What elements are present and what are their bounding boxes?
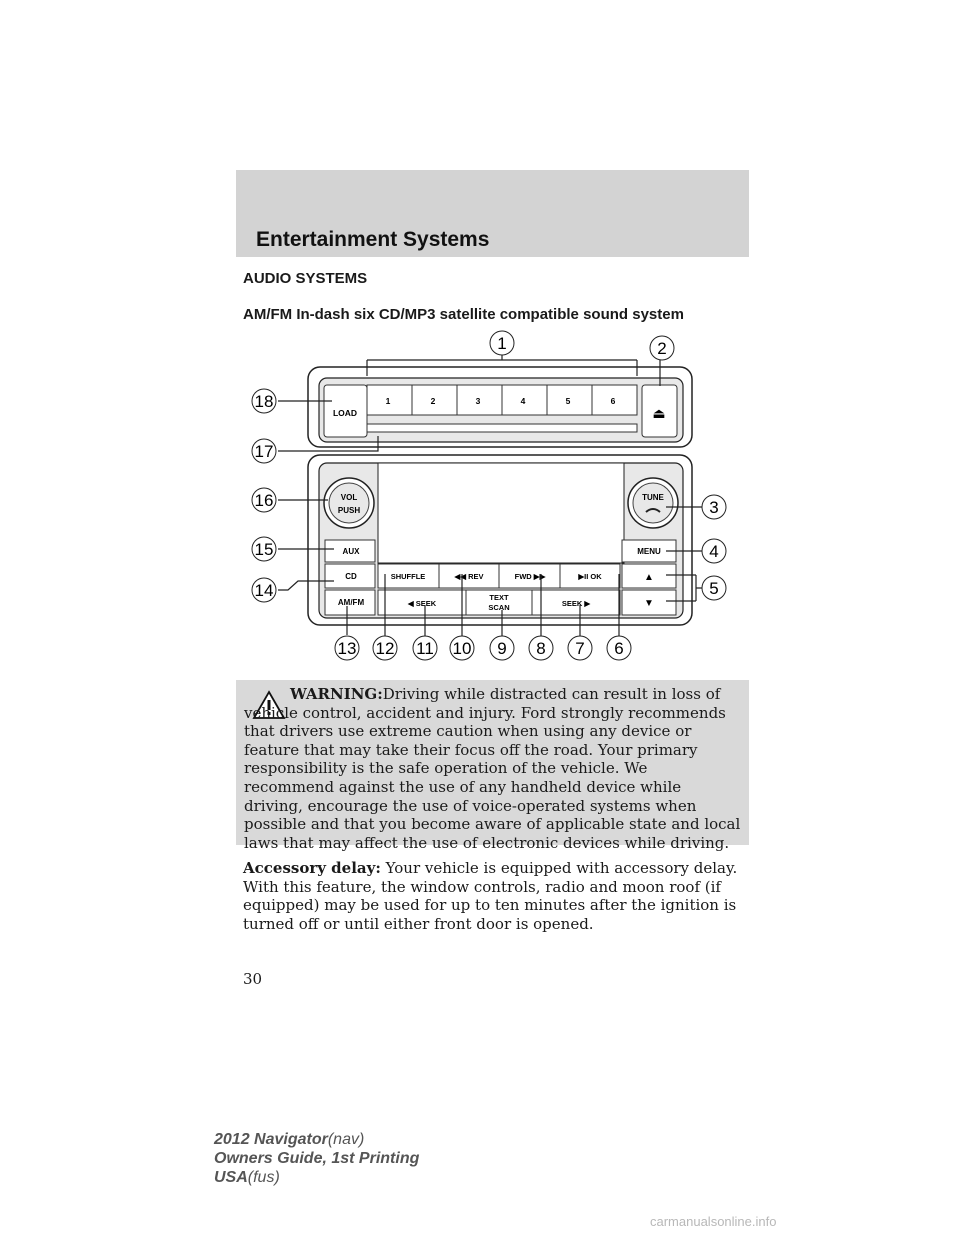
callout-18: 18 [254, 392, 274, 411]
shuffle-button: SHUFFLE [390, 572, 426, 581]
subsection-title: AM/FM In-dash six CD/MP3 satellite compatible sound system [243, 306, 684, 323]
preset-button-4: 4 [520, 396, 526, 406]
callout-3: 3 [709, 498, 719, 517]
cd-button: CD [345, 572, 357, 581]
footer [214, 1130, 419, 1187]
callout-10: 10 [452, 639, 472, 658]
callout-7: 7 [575, 639, 585, 658]
section-title: AUDIO SYSTEMS [243, 270, 368, 287]
callout-15: 15 [254, 540, 274, 559]
seek-left-button: ◀ SEEK [407, 599, 437, 608]
preset-button-5: 5 [565, 396, 571, 406]
callout-5: 5 [709, 579, 719, 598]
text-label: TEXT [489, 593, 509, 602]
up-arrow-icon: ▲ [644, 572, 654, 583]
vol-label: VOL [340, 493, 358, 502]
eject-icon: ⏏ [652, 405, 666, 421]
callout-4: 4 [709, 542, 719, 561]
callout-6: 6 [614, 639, 624, 658]
callout-16: 16 [254, 491, 274, 510]
accessory-label: Accessory delay: [243, 859, 381, 877]
accessory-text: Your vehicle is equipped with accessory delay. With this feature, the window controls, radio and moon roof (if equipped) may be used for up to ten minutes after the ignition is turned off or until either front door is opened. [243, 859, 738, 933]
watermark: carmanualsonline.info [650, 1214, 777, 1229]
callout-9: 9 [497, 639, 507, 658]
callout-17: 17 [254, 442, 274, 461]
aux-button: AUX [342, 547, 360, 556]
page-title: Entertainment Systems [256, 228, 490, 251]
footer-market-code: (fus) [247, 1169, 280, 1186]
footer-model: 2012 Navigator [214, 1131, 328, 1148]
tune-label: TUNE [642, 493, 664, 502]
seek-right-button: SEEK ▶ [561, 599, 591, 608]
callout-14: 14 [254, 581, 274, 600]
warning-label: WARNING: [290, 685, 383, 703]
amfm-button: AM/FM [337, 598, 365, 607]
warning-box [236, 680, 749, 852]
preset-button-2: 2 [430, 396, 436, 406]
scan-label: SCAN [488, 603, 510, 612]
accessory-delay-paragraph [243, 859, 743, 933]
callout-12: 12 [375, 639, 395, 658]
callout-2: 2 [657, 339, 667, 358]
play-ok-button: ▶II OK [578, 572, 602, 581]
header-band [236, 170, 749, 257]
callout-11: 11 [416, 639, 434, 658]
load-button: LOAD [332, 408, 358, 418]
menu-button: MENU [637, 547, 661, 556]
page-number: 30 [243, 970, 263, 988]
footer-model-code: (nav) [327, 1131, 365, 1148]
callout-8: 8 [536, 639, 546, 658]
footer-guide: Owners Guide, 1st Printing [214, 1150, 420, 1167]
rev-button: ◀◀ REV [454, 572, 484, 581]
warning-body: Driving while distracted can result in loss of vehicle control, accident and injury. Ford strongly recommends that drivers use extreme caution when using any device or feature that may take their focus off the road. Your primary responsibility is the safe operation of the vehicle. We recommend against the use of any handheld device while driving, encourage the use of voice-operated systems when possible and that you become aware of applicable state and local laws that may affect the use of electronic devices while driving. [244, 685, 741, 852]
footer-market: USA [214, 1169, 248, 1186]
callout-13: 13 [337, 639, 357, 658]
callout-1: 1 [497, 334, 507, 353]
down-arrow-icon: ▼ [644, 598, 654, 609]
radio-diagram [236, 330, 749, 665]
push-label: PUSH [337, 506, 361, 515]
fwd-button: FWD ▶▶ [514, 572, 546, 581]
warning-text [244, 685, 742, 852]
preset-button-1: 1 [385, 396, 391, 406]
preset-button-6: 6 [610, 396, 616, 406]
preset-button-3: 3 [475, 396, 481, 406]
